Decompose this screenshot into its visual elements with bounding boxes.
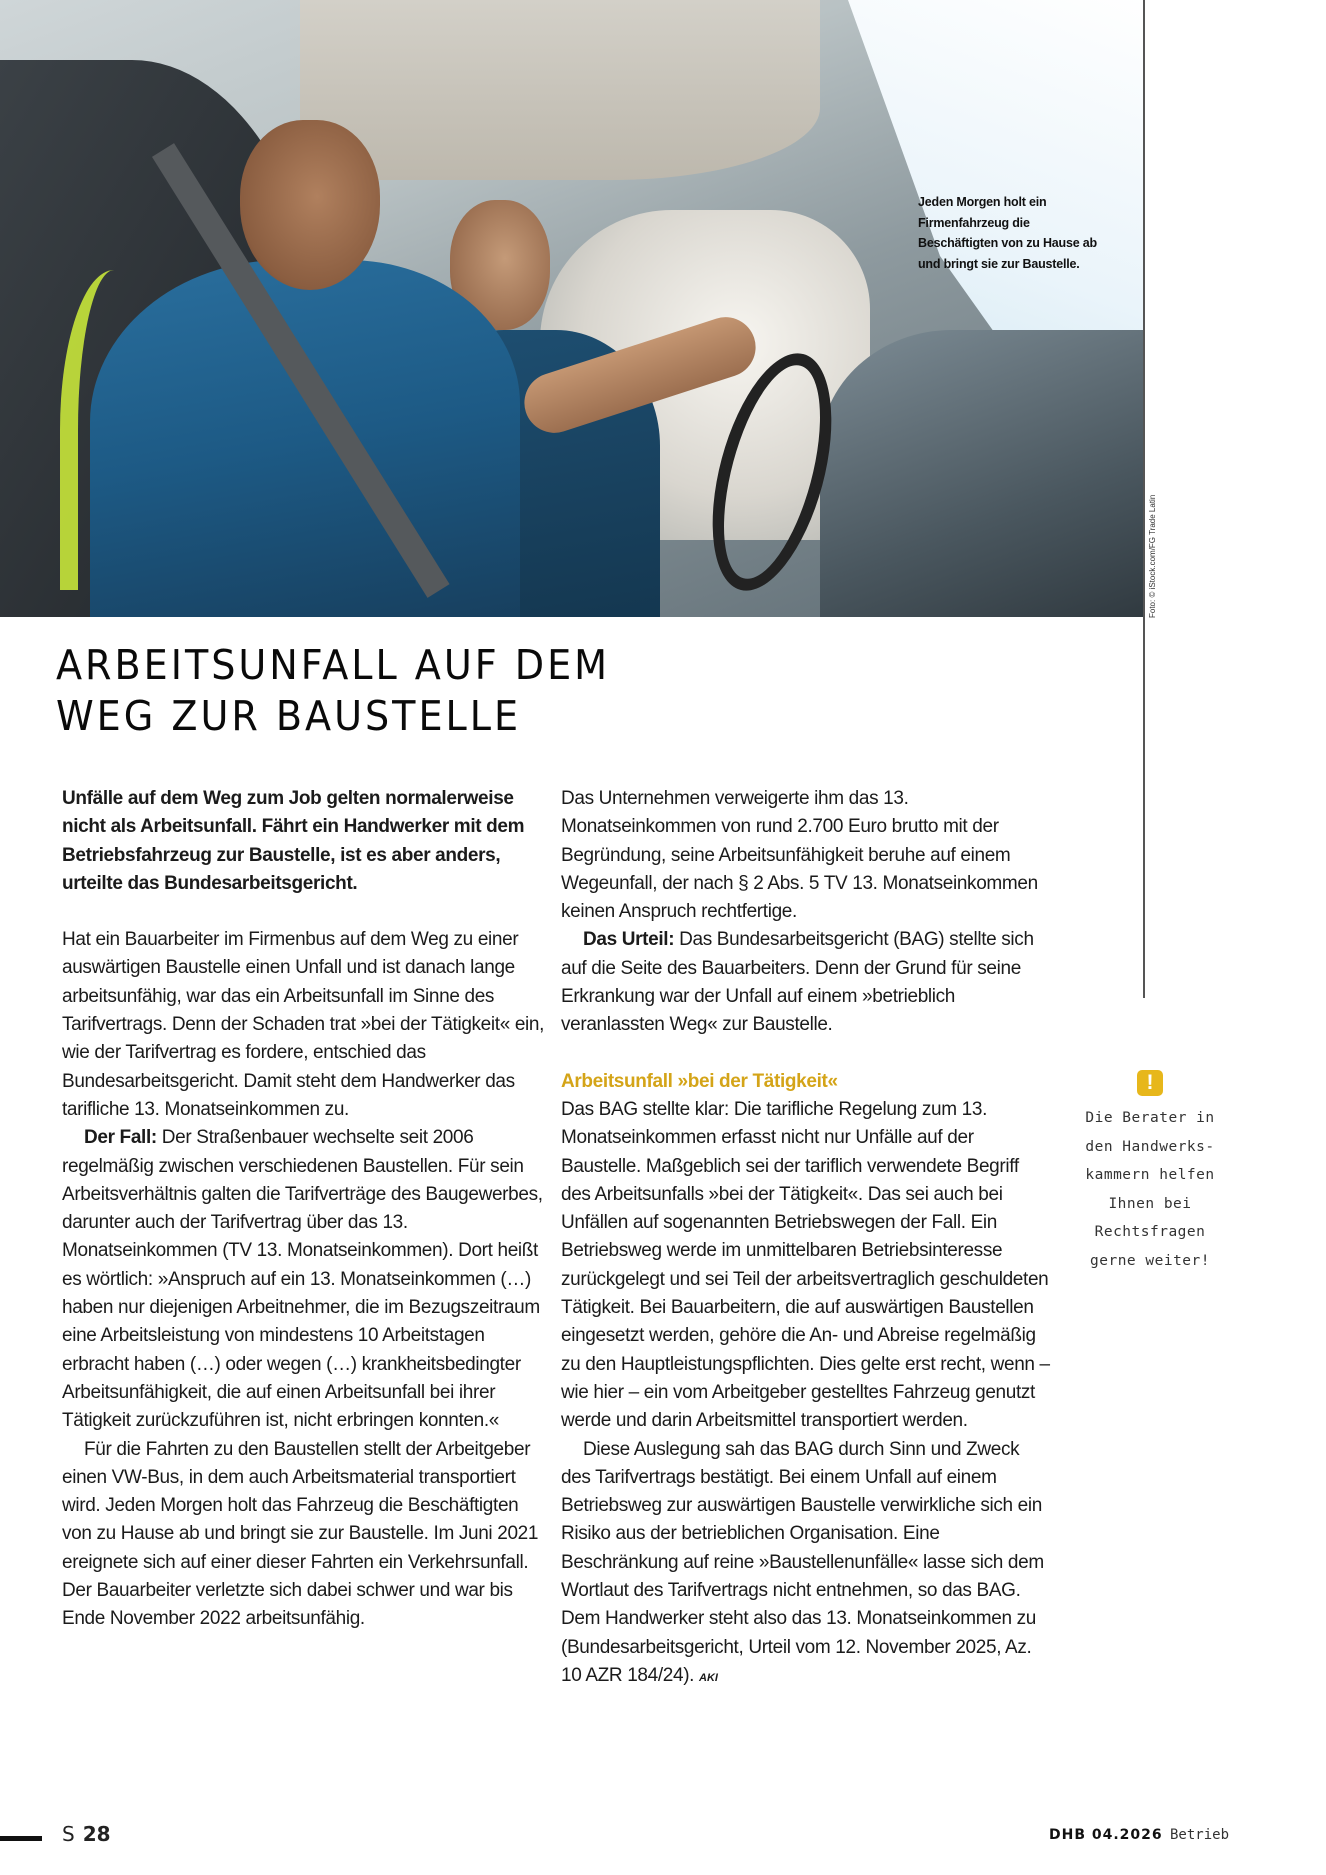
hero-photo — [0, 0, 1144, 617]
headline-line-1: ARBEITSUNFALL AUF DEM — [56, 641, 611, 689]
exclamation-icon: ! — [1137, 1070, 1163, 1096]
article-column-2 — [561, 785, 1051, 1692]
article-headline — [56, 640, 610, 742]
sidebar-tip — [1070, 1070, 1230, 1275]
photo-roof — [300, 0, 820, 180]
paragraph-text: Das Bundesarbeitsgericht (BAG) stellte sich auf die Seite des Bauarbeiters. Denn der Grund für seine Erkrankung war der Unfall auf einem »betrieblich veranlassten Weg« zur Baustelle. — [561, 929, 1034, 1036]
page-prefix: S — [62, 1822, 75, 1846]
page-folio — [62, 1822, 111, 1846]
photo-caption: Jeden Morgen holt ein Firmenfahrzeug die Beschäftigten von zu Hause ab und bringt sie zur Baustelle. — [918, 195, 1097, 271]
paragraph — [62, 1124, 552, 1435]
photo-safety-vest — [60, 270, 168, 590]
paragraph-text: Der Straßenbauer wechselte seit 2006 regelmäßig zwischen verschiedenen Baustellen. Für sein Arbeitsverhältnis galten die Tarifverträge des Baugewerbes, darunter auch der Tarifvertrag über das 13. Monatseinkommen (TV 13. Monatseinkommen). Dort heißt es wörtlich: »Anspruch auf ein 13. Monatseinkommen (…) haben nur diejenigen Arbeitnehmer, die im Bezugszeitraum eine Arbeitsleistung von mindestens 10 Arbeitstagen erbracht haben (…) oder wegen (…) krankheitsbedingter Arbeitsunfähigkeit, die auf einen Arbeitsunfall bei ihrer Tätigkeit zurückzuführen ist, nicht erbringen konnten.« — [62, 1127, 543, 1432]
tip-text: Die Berater in den Handwerks-kammern helfen Ihnen bei Rechtsfragen gerne weiter! — [1085, 1110, 1215, 1269]
page-number: 28 — [82, 1822, 111, 1846]
article-lead: Unfälle auf dem Weg zum Job gelten normalerweise nicht als Arbeitsunfall. Fährt ein Handwerker mit dem Betriebsfahrzeug zur Baustelle, ist es aber anders, urteilte das Bundesarbeitsgericht. — [62, 788, 525, 894]
headline-line-2: WEG ZUR BAUSTELLE — [56, 692, 522, 740]
paragraph — [561, 1436, 1051, 1693]
paragraph-text: Diese Auslegung sah das BAG durch Sinn und Zweck des Tarifvertrags bestätigt. Bei einem Unfall auf einem Betriebsweg zur auswärtigen Baustelle verwirkliche sich ein Risiko aus der betrieblichen Organisation. Eine Beschränkung auf reine »Baustellenunfälle« lasse sich dem Wortlaut des Tarifvertrags nicht entnehmen, so das BAG. Dem Handwerker steht also das 13. Monatseinkommen zu (Bundesarbeitsgericht, Urteil vom 12. November 2025, Az. 10 AZR 184/24). — [561, 1438, 1044, 1686]
footer-rule — [0, 1836, 42, 1841]
paragraph: Das Unternehmen verweigerte ihm das 13. Monatseinkommen von rund 2.700 Euro brutto mit der Begründung, seine Arbeitsunfähigkeit beruhe auf einem Wegeunfall, der nach § 2 Abs. 5 TV 13. Monatseinkommen keinen Anspruch rechtfertige. — [561, 788, 1038, 923]
section-subhead: Arbeitsunfall »bei der Tätigkeit« — [561, 1070, 838, 1092]
photo-dashboard — [820, 330, 1144, 617]
paragraph: Für die Fahrten zu den Baustellen stellt der Arbeitgeber einen VW-Bus, in dem auch Arbeitsmaterial transportiert wird. Jeden Morgen holt das Fahrzeug die Beschäftigten von zu Hause ab und bringt sie zur Baustelle. Im Juni 2021 ereignete sich auf einer dieser Fahrten ein Verkehrsunfall. Der Bauarbeiter verletzte sich dabei schwer und war bis Ende November 2022 arbeitsunfähig. — [62, 1438, 539, 1630]
author-signature: AKI — [699, 1671, 718, 1684]
vertical-divider — [1143, 0, 1145, 998]
article-column-1 — [62, 785, 552, 1634]
photo-passenger-head — [240, 120, 380, 290]
section-label: Betrieb — [1170, 1827, 1230, 1843]
paragraph: Das BAG stellte klar: Die tarifliche Regelung zum 13. Monatseinkommen erfasst nicht nur Unfälle auf der Baustelle. Maßgeblich sei der tariflich verwendete Begriff des Arbeitsunfalls »bei der Tätigkeit«. Das sei auch bei Unfällen auf sogenannten Betriebswegen der Fall. Ein Betriebsweg werde im unmittelbaren Betriebsinteresse zurückgelegt und sei Teil der arbeitsvertraglich geschuldeten Tätigkeit. Bei Bauarbeitern, die auf auswärtigen Baustellen eingesetzt werden, gehöre die An- und Abreise regelmäßig zu den Hauptleistungspflichten. Dies gelte erst recht, wenn – wie hier – ein vom Arbeitgeber gestelltes Fahrzeug genutzt werde und darin Arbeitsmittel transportiert werden. — [561, 1098, 1050, 1432]
run-in-heading: Das Urteil: — [583, 929, 675, 951]
run-in-heading: Der Fall: — [84, 1127, 157, 1149]
paragraph — [561, 926, 1051, 1039]
issue-label: DHB 04.2026 — [1049, 1827, 1163, 1843]
photo-credit: Foto: © iStock.com/FG Trade Latin — [1148, 494, 1157, 618]
paragraph: Hat ein Bauarbeiter im Firmenbus auf dem Weg zu einer auswärtigen Baustelle einen Unfall und ist danach lange arbeitsunfähig, war das ein Arbeitsunfall im Sinne des Tarifvertrags. Denn der Schaden trat »bei der Tätigkeit« ein, wie der Tarifvertrag es fordere, entschied das Bundesarbeitsgericht. Damit steht dem Handwerker das tarifliche 13. Monatseinkommen zu. — [62, 929, 545, 1120]
